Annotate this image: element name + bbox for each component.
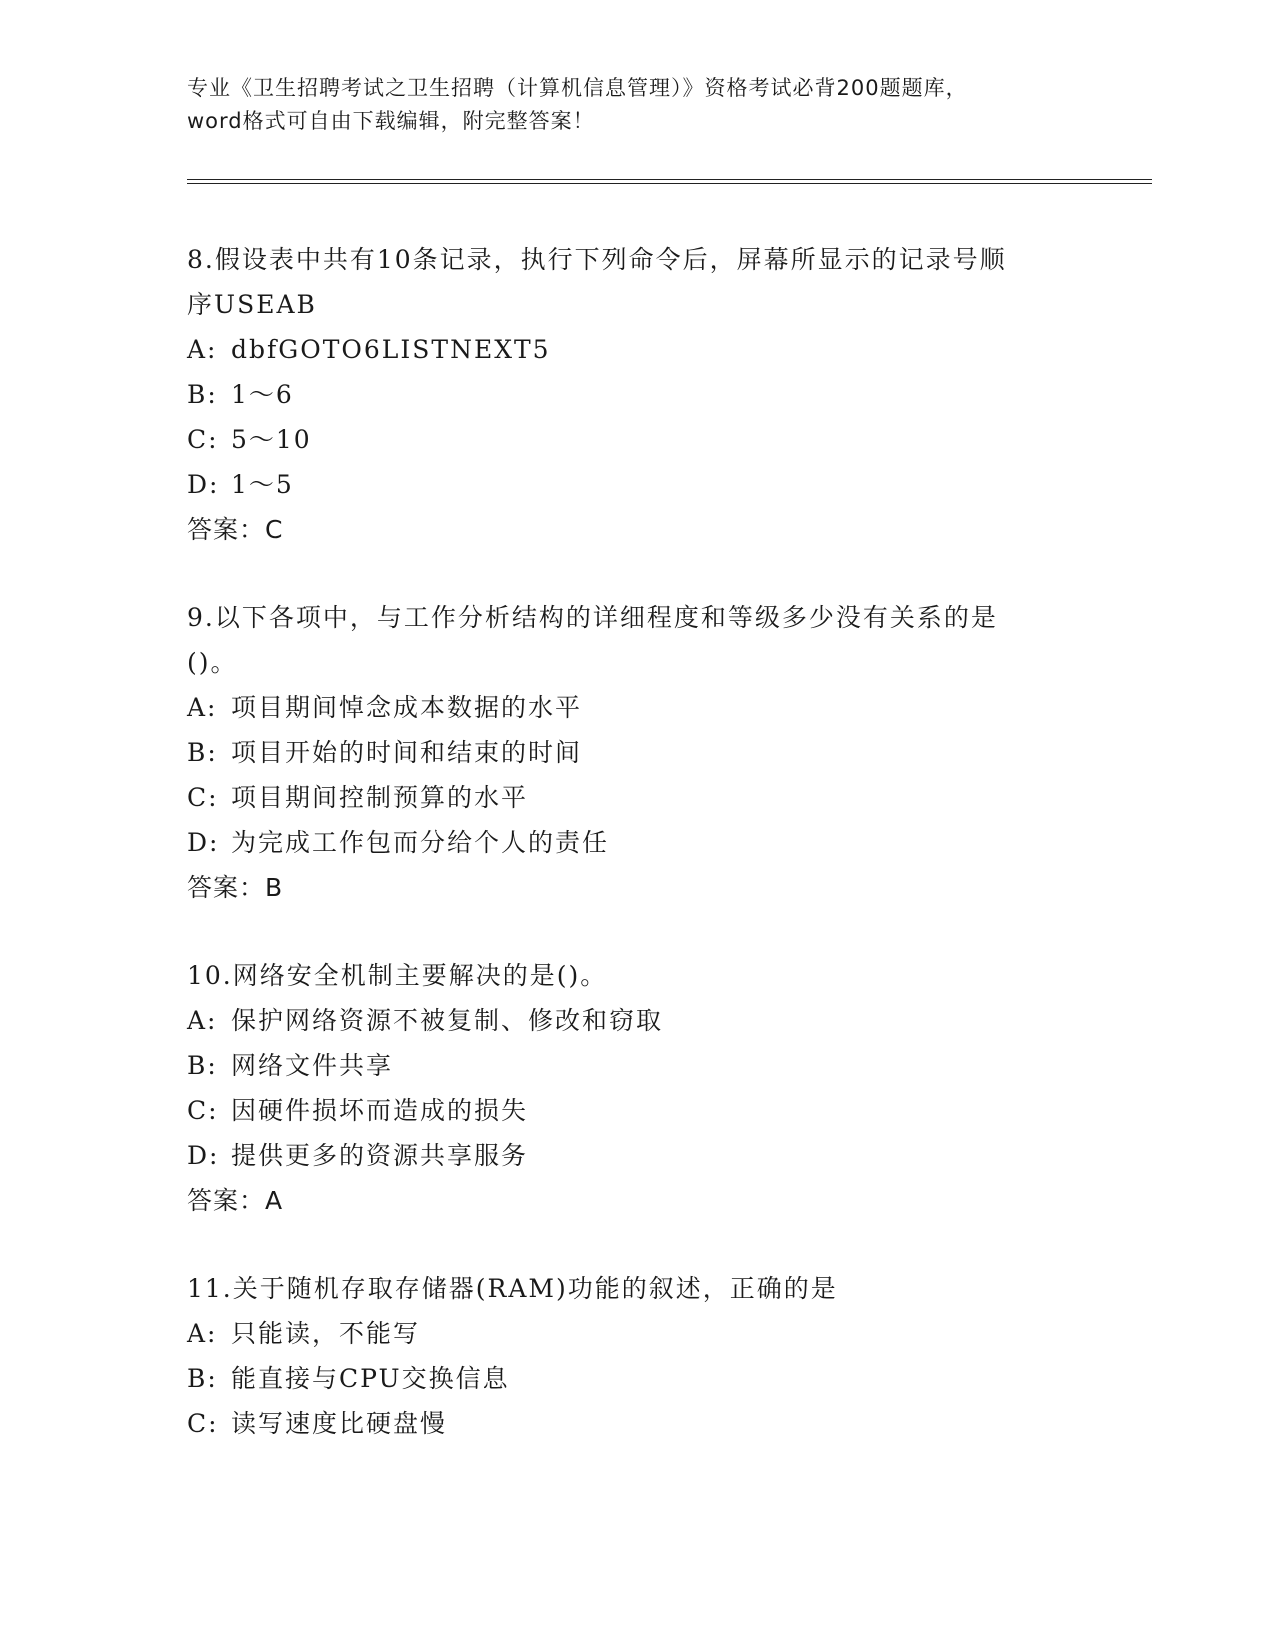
option-text: 1～5: [231, 470, 294, 499]
question-8: [187, 237, 1107, 552]
option-key: C:: [187, 425, 219, 454]
option-text: dbfGOTO6LISTNEXT5: [231, 335, 551, 364]
question-stem: 9.以下各项中，与工作分析结构的详细程度和等级多少没有关系的是 ()。: [187, 603, 998, 677]
option-text: 读写速度比硬盘慢: [231, 1409, 448, 1438]
option-a: [187, 1311, 1107, 1356]
option-text: 项目期间悼念成本数据的水平: [231, 693, 583, 722]
option-c: [187, 417, 1107, 462]
question-11: [187, 1266, 1107, 1446]
answer-label: 答案：C: [187, 515, 284, 544]
option-key: A:: [187, 1319, 218, 1348]
option-key: B:: [187, 380, 218, 409]
option-b: [187, 372, 1107, 417]
option-key: D:: [187, 1141, 220, 1170]
question-stem: 11.关于随机存取存储器(RAM)功能的叙述，正确的是: [187, 1274, 838, 1303]
header-divider-bottom: [187, 183, 1152, 184]
option-text: 能直接与CPU交换信息: [231, 1364, 510, 1393]
option-c: [187, 1401, 1107, 1446]
option-key: B:: [187, 1364, 218, 1393]
option-b: [187, 1356, 1107, 1401]
option-key: C:: [187, 1096, 219, 1125]
option-d: [187, 462, 1107, 507]
option-a: [187, 998, 1107, 1043]
option-b: [187, 730, 1107, 775]
option-key: B:: [187, 738, 218, 767]
option-key: C:: [187, 1409, 219, 1438]
question-10: [187, 953, 1107, 1223]
question-list: [187, 237, 1107, 1489]
option-d: [187, 820, 1107, 865]
option-b: [187, 1043, 1107, 1088]
option-key: D:: [187, 470, 220, 499]
option-a: [187, 327, 1107, 372]
answer-label: 答案：A: [187, 1186, 284, 1215]
question-stem: 10.网络安全机制主要解决的是()。: [187, 961, 608, 990]
option-key: A:: [187, 335, 218, 364]
header-title-line-2: word格式可自由下载编辑，附完整答案！: [187, 109, 595, 133]
option-text: 项目开始的时间和结束的时间: [231, 738, 583, 767]
document-header: [187, 72, 1087, 138]
header-divider-top: [187, 179, 1152, 180]
option-key: D:: [187, 828, 220, 857]
option-d: [187, 1133, 1107, 1178]
option-text: 为完成工作包而分给个人的责任: [231, 828, 610, 857]
option-text: 1～6: [231, 380, 294, 409]
option-text: 保护网络资源不被复制、修改和窃取: [231, 1006, 664, 1035]
question-9: [187, 595, 1107, 910]
question-stem: 8.假设表中共有10条记录，执行下列命令后，屏幕所显示的记录号顺 序USEAB: [187, 245, 1007, 319]
option-text: 项目期间控制预算的水平: [231, 783, 529, 812]
option-text: 网络文件共享: [231, 1051, 394, 1080]
option-a: [187, 685, 1107, 730]
option-key: C:: [187, 783, 219, 812]
answer-label: 答案：B: [187, 873, 284, 902]
option-key: A:: [187, 693, 218, 722]
option-key: B:: [187, 1051, 218, 1080]
option-text: 提供更多的资源共享服务: [231, 1141, 529, 1170]
option-text: 因硬件损坏而造成的损失: [231, 1096, 529, 1125]
option-key: A:: [187, 1006, 218, 1035]
option-text: 只能读，不能写: [231, 1319, 421, 1348]
option-c: [187, 1088, 1107, 1133]
option-text: 5～10: [231, 425, 312, 454]
option-c: [187, 775, 1107, 820]
header-title-line-1: 专业《卫生招聘考试之卫生招聘（计算机信息管理）》资格考试必背200题题库，: [187, 76, 968, 100]
